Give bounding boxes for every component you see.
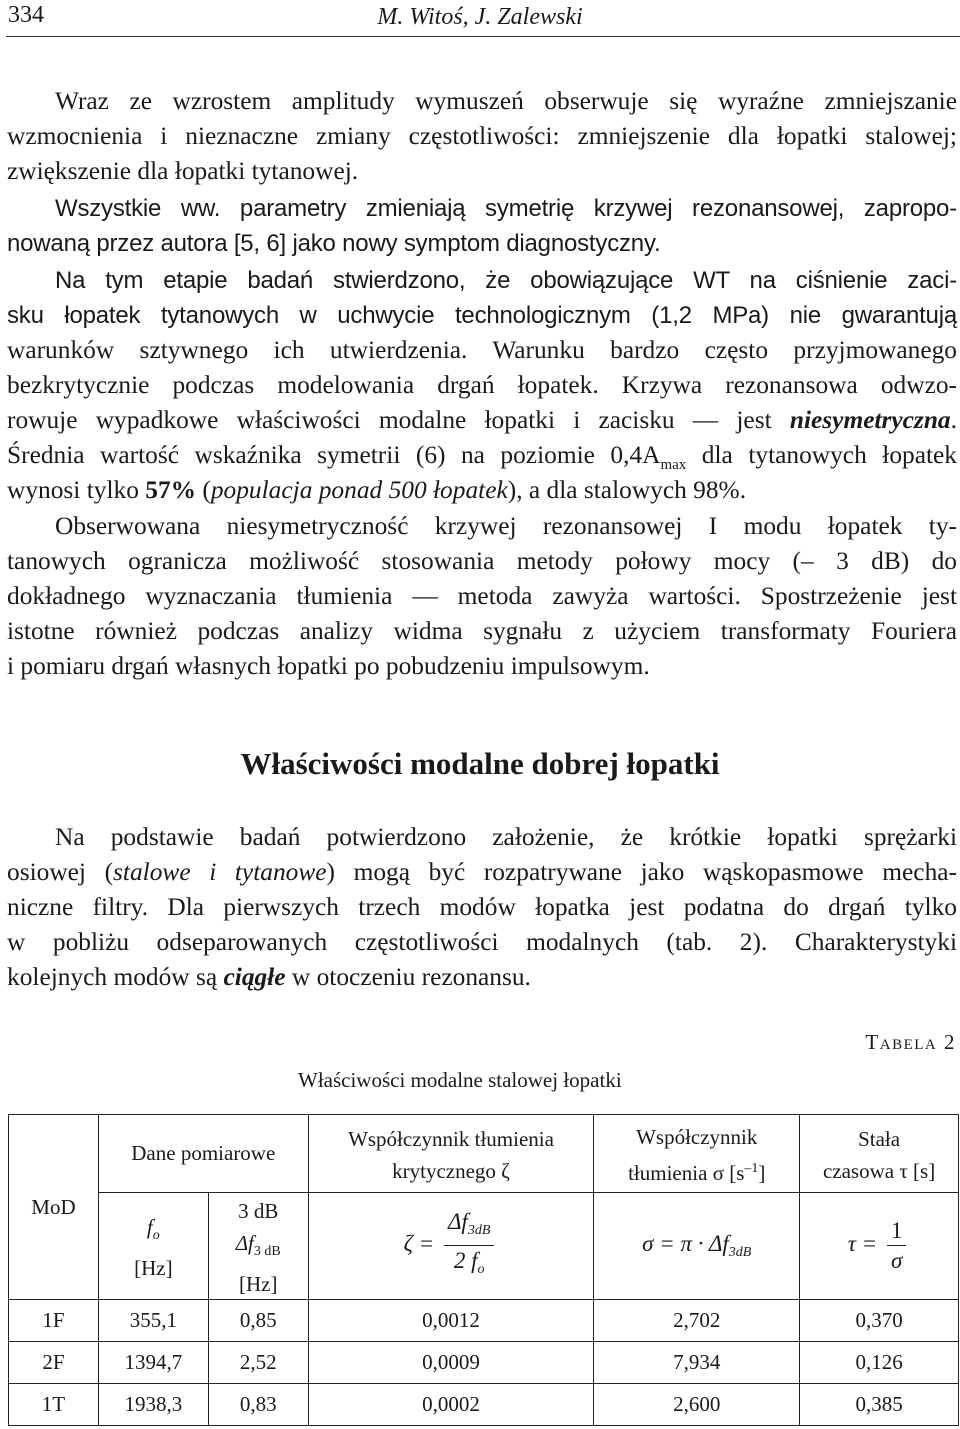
paragraph-5-line-5: kolejnych modów są ciągłe w otoczeniu rezonansu. xyxy=(7,963,531,991)
cell-tau: 0,385 xyxy=(800,1384,959,1426)
cell-sigma: 2,600 xyxy=(594,1384,800,1426)
formula-sigma: $\sigma = \pi \cdot \Delta f_{3dB}$ xyxy=(594,1193,800,1300)
paragraph-3-line-3: warunków sztywnego ich utwierdzenia. Warunku bardzo często przyjmowanego xyxy=(7,336,957,364)
section-title: Właściwości modalne dobrej łopatki xyxy=(240,746,720,781)
cell-fo: 1938,3 xyxy=(98,1384,208,1426)
paragraph-5-line-2: osiowej (stalowe i tytanowe) mogą być rozpatrywane jako wąskopasmowe mecha- xyxy=(7,858,957,886)
cell-df: 0,83 xyxy=(208,1384,308,1426)
header-tau: Stała czasowa τ [s] xyxy=(800,1115,959,1193)
cell-fo: 1394,7 xyxy=(98,1342,208,1384)
paragraph-5-line-3: niczne filtry. Dla pierwszych trzech modów łopatka jest podatna do drgań tylko xyxy=(7,893,957,921)
cell-mod: 2F xyxy=(9,1342,99,1384)
running-head: M. Witoś, J. Zalewski xyxy=(377,4,583,30)
cell-zeta: 0,0009 xyxy=(308,1342,594,1384)
cell-tau: 0,126 xyxy=(800,1342,959,1384)
paragraph-1-line-3: zwiększenie dla łopatki tytanowej. xyxy=(7,157,359,185)
cell-zeta: 0,0012 xyxy=(308,1300,594,1342)
table-caption: Właściwości modalne stalowej łopatki xyxy=(298,1068,622,1092)
paragraph-4-line-4: istotne również podczas analizy widma sygnału z użyciem transformaty Fouriera xyxy=(7,617,957,645)
paragraph-1-line-2: wzmocnienia i nieznaczne zmiany częstotliwości: zmniejszenie dla łopatki stalowej; xyxy=(7,122,957,150)
paragraph-3-line-7: wynosi tylko 57% (populacja ponad 500 łopatek), a dla stalowych 98%. xyxy=(7,476,747,504)
paragraph-2-line-2: nowaną przez autora [5, 6] jako nowy symptom diagnostyczny. xyxy=(7,230,661,257)
modal-properties-table xyxy=(8,1114,959,1426)
paragraph-3-line-4: bezkrytycznie podczas modelowania drgań łopatek. Krzywa rezonansowa odwzo- xyxy=(7,371,957,399)
header-fo: $f_o$ [Hz] xyxy=(98,1193,208,1300)
table-row xyxy=(9,1384,959,1426)
paragraph-4-line-3: dokładnego wyznaczania tłumienia — metoda zawyża wartości. Spostrzeżenie jest xyxy=(7,582,957,610)
cell-df: 2,52 xyxy=(208,1342,308,1384)
cell-df: 0,85 xyxy=(208,1300,308,1342)
cell-zeta: 0,0002 xyxy=(308,1384,594,1426)
header-df3db: 3 dB $\Delta f_{3 dB}$ [Hz] xyxy=(208,1193,308,1300)
cell-sigma: 7,934 xyxy=(594,1342,800,1384)
paragraph-2-line-1: Wszystkie ww. parametry zmieniają symetrię krzywej rezonansowej, zapropo- xyxy=(55,195,957,222)
paragraph-3-line-5: rowuje wypadkowe właściwości modalne łopatki i zacisku — jest niesymetryczna. xyxy=(7,406,957,434)
header-mod: MoD xyxy=(9,1115,99,1300)
page-header xyxy=(0,0,960,36)
paragraph-4-line-2: tanowych ogranicza możliwość stosowania metody połowy mocy (– 3 dB) do xyxy=(7,547,957,575)
cell-fo: 355,1 xyxy=(98,1300,208,1342)
cell-sigma: 2,702 xyxy=(594,1300,800,1342)
cell-tau: 0,370 xyxy=(800,1300,959,1342)
header-measured-data: Dane pomiarowe xyxy=(98,1115,308,1193)
formula-zeta: ζ = $\frac{\Delta f_{3dB}}{2 f_o}$ xyxy=(308,1193,594,1300)
formula-tau: τ = $\frac{1}{\sigma}$ xyxy=(800,1193,959,1300)
paragraph-4-line-1: Obserwowana niesymetryczność krzywej rezonansowej I modu łopatek ty- xyxy=(55,512,957,540)
header-sigma: Współczynnik tłumienia σ $[s^{-1}]$ xyxy=(594,1115,800,1193)
paragraph-5-line-4: w pobliżu odseparowanych częstotliwości modalnych (tab. 2). Charakterystyki xyxy=(7,928,957,956)
paragraph-3-line-6: Średnia wartość wskaźnika symetrii (6) na poziomie $0,4A_{max}$ dla tytanowych łopatek xyxy=(7,441,958,473)
header-damping-ratio: Współczynnik tłumienia krytycznego ζ xyxy=(308,1115,594,1193)
cell-mod: 1F xyxy=(9,1300,99,1342)
paragraph-5-line-1: Na podstawie badań potwierdzono założenie, że krótkie łopatki sprężarki xyxy=(55,823,957,851)
table-label: Tabela 2 xyxy=(865,1030,956,1054)
emphasis-niesymetryczna: niesymetryczna xyxy=(789,406,951,434)
paragraph-1-line-1: Wraz ze wzrostem amplitudy wymuszeń obserwuje się wyraźne zmniejszanie xyxy=(55,87,957,115)
page-number: 334 xyxy=(8,2,44,28)
table-row xyxy=(9,1342,959,1384)
paragraph-3-line-2: sku łopatek tytanowych w uchwycie technologicznym (1,2 MPa) nie gwarantują xyxy=(7,302,957,329)
paragraph-4-line-5: i pomiaru drgań własnych łopatki po pobudzeniu impulsowym. xyxy=(7,652,650,680)
emphasis-ciagle: ciągłe xyxy=(223,963,286,991)
table-row xyxy=(9,1300,959,1342)
cell-mod: 1T xyxy=(9,1384,99,1426)
header-rule xyxy=(6,36,960,37)
paragraph-3-line-1: Na tym etapie badań stwierdzono, że obowiązujące WT na ciśnienie zaci- xyxy=(55,267,957,294)
bold-57-percent: 57% xyxy=(145,476,197,504)
